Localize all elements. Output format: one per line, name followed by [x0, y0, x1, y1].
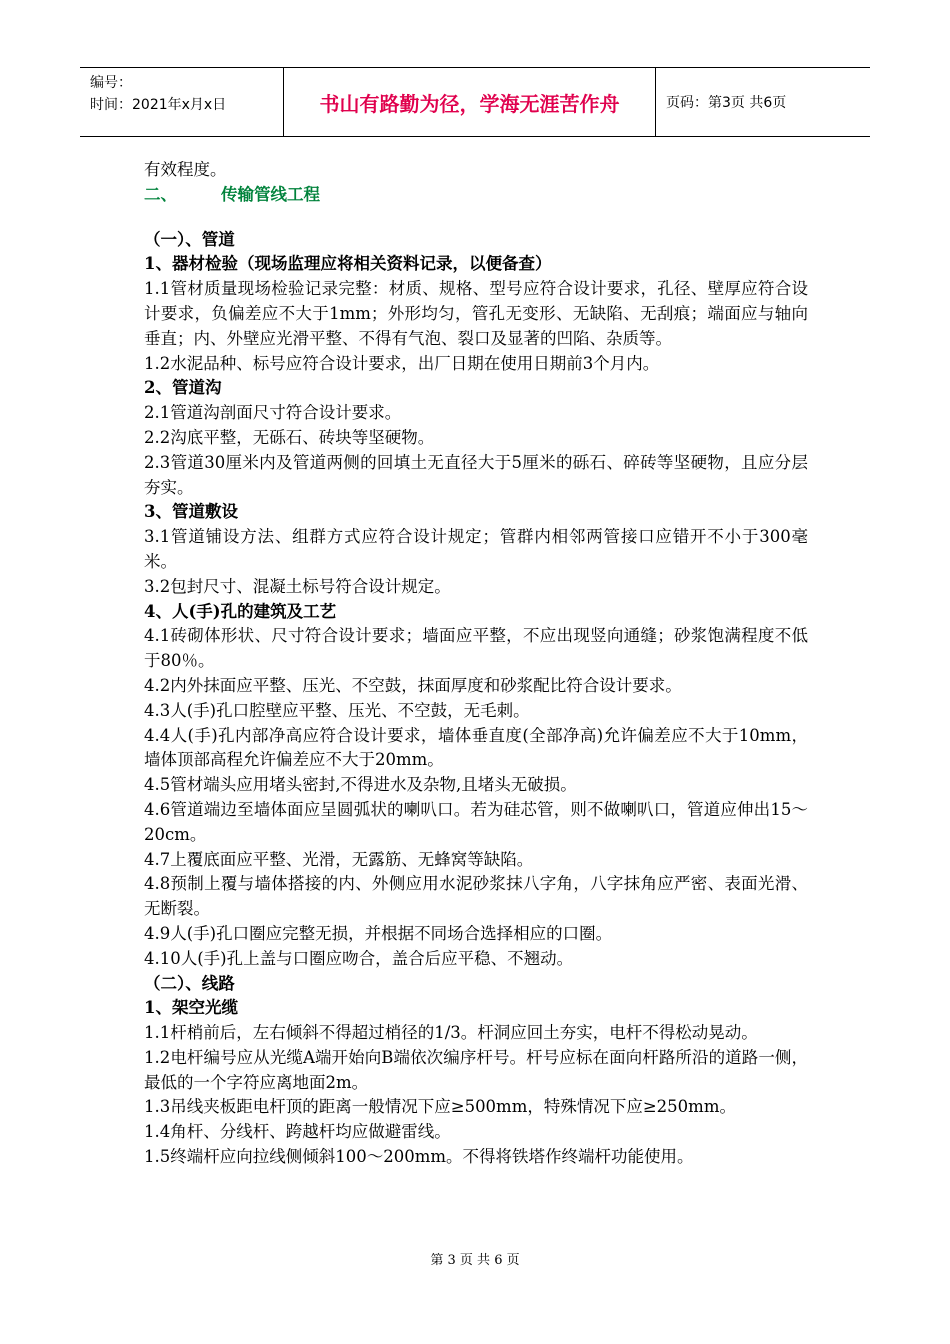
paragraph: 1.5终端杆应向拉线侧倾斜100～200mm。不得将铁塔作终端杆功能使用。 [144, 1147, 694, 1167]
paragraph: 4.6管道端边至墙体面应呈圆弧状的喇叭口。若为硅芯管，则不做喇叭口，管道应伸出15～20cm。 [144, 799, 808, 844]
paragraph: 1.1管材质量现场检验记录完整：材质、规格、型号应符合设计要求，孔径、壁厚应符合设计要求，负偏差应不大于1mm；外形均匀，管孔无变形、无缺陷、无刮痕；端面应与轴向垂直；内、外壁应光滑平整、不得有气泡、裂口及显著的凹陷、杂质等。 [144, 279, 808, 348]
paragraph: 1.1杆梢前后，左右倾斜不得超过梢径的1/3。杆洞应回土夯实，电杆不得松动晃动。 [144, 1023, 758, 1043]
paragraph: 3.2包封尺寸、混凝土标号符合设计规定。 [144, 576, 451, 596]
paragraph: 4.4人(手)孔内部净高应符合设计要求，墙体垂直度(全部净高)允许偏差应不大于10mm，墙体顶部高程允许偏差应不大于20mm。 [144, 725, 808, 770]
page-header [80, 67, 870, 137]
section-number: 二、 [144, 184, 177, 204]
paragraph: 4.9人(手)孔口圈应完整无损，并根据不同场合选择相应的口圈。 [144, 923, 613, 943]
id-label: 编号： [90, 75, 132, 91]
header-motto: 书山有路勤为径，学海无涯苦作舟 [283, 68, 656, 136]
item-heading: 1、器材检验（现场监理应将相关资料记录，以便备查） [144, 254, 552, 274]
paragraph: 4.3人(手)孔口腔壁应平整、压光、不空鼓，无毛刺。 [144, 700, 530, 720]
paragraph: 4.2内外抹面应平整、压光、不空鼓，抹面厚度和砂浆配比符合设计要求。 [144, 675, 682, 695]
paragraph: 1.3吊线夹板距电杆顶的距离一般情况下应≥500mm，特殊情况下应≥250mm。 [144, 1097, 736, 1117]
time-label: 时间：2021年x月x日 [90, 97, 227, 113]
paragraph: 2.3管道30厘米内及管道两侧的回填土无直径大于5厘米的砾石、碎砖等坚硬物，且应分层夯实。 [144, 452, 808, 497]
paragraph: 4.8预制上覆与墙体搭接的内、外侧应用水泥砂浆抹八字角，八字抹角应严密、表面光滑、无断裂。 [144, 874, 808, 919]
paragraph: 2.1管道沟剖面尺寸符合设计要求。 [144, 403, 402, 423]
header-meta [80, 68, 283, 136]
paragraph: 3.1管道铺设方法、组群方式应符合设计规定；管群内相邻两管接口应错开不小于300毫米。 [144, 527, 808, 571]
document-body [144, 158, 808, 1170]
paragraph: 2.2沟底平整，无砾石、砖块等坚硬物。 [144, 427, 435, 447]
item-heading: 2、管道沟 [144, 378, 222, 398]
item-heading: 1、架空光缆 [144, 998, 238, 1018]
paragraph: 1.2电杆编号应从光缆A端开始向B端依次编序杆号。杆号应标在面向杆路所沿的道路一侧，最低的一个字符应离地面2m。 [144, 1047, 808, 1092]
subsection-heading: （一）、管道 [144, 229, 235, 249]
header-page-info: 页码：第3页 共6页 [666, 95, 787, 111]
section-title: 传输管线工程 [221, 184, 320, 204]
subsection-heading: （二）、线路 [144, 973, 235, 993]
section-heading [144, 183, 808, 208]
paragraph: 4.1砖砌体形状、尺寸符合设计要求；墙面应平整，不应出现竖向通缝；砂浆饱满程度不低于80％。 [144, 626, 808, 671]
paragraph: 有效程度。 [144, 160, 227, 179]
paragraph: 1.4角杆、分线杆、跨越杆均应做避雷线。 [144, 1122, 451, 1142]
item-heading: 4、人(手)孔的建筑及工艺 [144, 601, 337, 621]
paragraph: 4.5管材端头应用堵头密封,不得进水及杂物,且堵头无破损。 [144, 775, 577, 795]
page-footer: 第 3 页 共 6 页 [430, 1253, 520, 1268]
paragraph: 4.7上覆底面应平整、光滑，无露筋、无蜂窝等缺陷。 [144, 849, 534, 869]
paragraph: 1.2水泥品种、标号应符合设计要求，出厂日期在使用日期前3个月内。 [144, 353, 660, 373]
item-heading: 3、管道敷设 [144, 502, 238, 522]
paragraph: 4.10人(手)孔上盖与口圈应吻合，盖合后应平稳、不翘动。 [144, 948, 574, 968]
